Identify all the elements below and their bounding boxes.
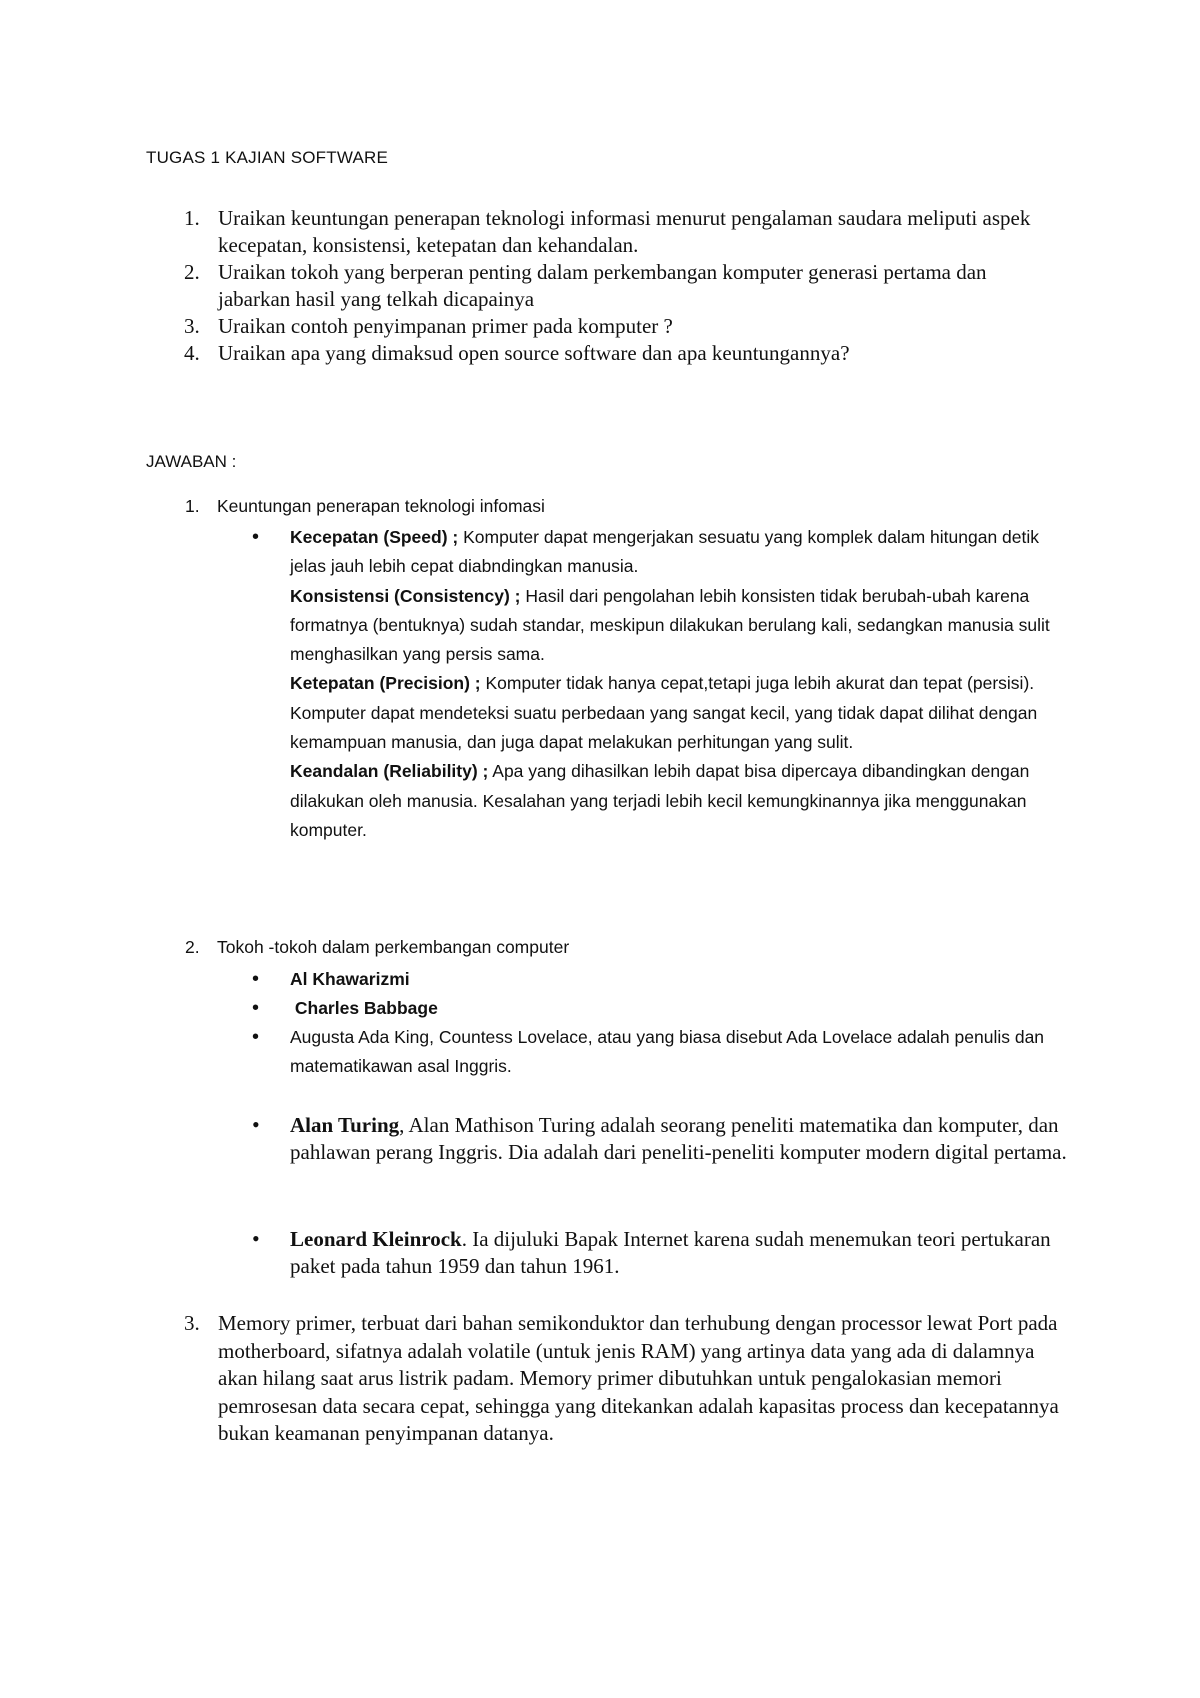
list-item <box>252 1023 1060 1081</box>
question-number: 4. <box>184 341 200 365</box>
question-text: Uraikan apa yang dimaksud open source software dan apa keuntungannya? <box>218 341 850 365</box>
bullet-icon: • <box>252 968 260 990</box>
list-item <box>252 994 1060 1023</box>
term-label: Konsistensi (Consistency) ; <box>290 585 521 606</box>
question-text: Uraikan keuntungan penerapan teknologi informasi menurut pengalaman saudara meliputi aspek kecepatan, konsistensi, ketepatan dan kehandalan. <box>218 206 1031 257</box>
document-title: TUGAS 1 KAJIAN SOFTWARE <box>146 148 389 167</box>
bullet-icon: • <box>252 526 260 548</box>
question-item <box>160 259 1060 313</box>
answer-heading-text: Keuntungan penerapan teknologi infomasi <box>217 496 545 516</box>
question-list <box>160 205 1060 367</box>
person-name: Al Khawarizmi <box>290 969 410 989</box>
question-text: Uraikan contoh penyimpanan primer pada komputer ? <box>218 314 673 338</box>
list-item <box>252 1112 1070 1166</box>
answer-number: 2. <box>185 937 200 957</box>
answer-1-details <box>252 523 1060 845</box>
bullet-icon: • <box>252 1226 260 1251</box>
answer-text: Memory primer, terbuat dari bahan semikonduktor dan terhubung dengan processor lewat Port pada motherboard, sifatnya adalah volatile (untuk jenis RAM) yang artinya data yang ada di dalamnya akan hilang saat arus listrik padam. Memory primer dibutuhkan untuk pengalokasian memori pemrosesan data secara cepat, sehingga yang ditekankan adalah kapasitas process dan kecepatannya bukan keamanan penyimpanan datanya. <box>218 1311 1059 1445</box>
bullet-icon: • <box>252 1026 260 1048</box>
question-item <box>160 205 1060 259</box>
bullet-icon: • <box>252 997 260 1019</box>
person-description: . Ia dijuluki Bapak Internet karena sudah menemukan teori pertukaran paket pada tahun 1959 dan tahun 1961. <box>290 1227 1051 1278</box>
term-label: Kecepatan (Speed) ; <box>290 527 459 547</box>
term-description: Apa yang dihasilkan lebih dapat bisa dipercaya dibandingkan dengan dilakukan oleh manusia. Kesalahan yang terjadi lebih kecil kemungkinannya jika menggunakan komputer. <box>290 761 1030 840</box>
person-description: Augusta Ada King, Countess Lovelace, atau yang biasa disebut Ada Lovelace adalah penulis dan matematikawan asal Inggris. <box>290 1027 1045 1076</box>
question-text: Uraikan tokoh yang berperan penting dalam perkembangan komputer generasi pertama dan jabarkan hasil yang telkah dicapainya <box>218 260 987 311</box>
term-description: Komputer tidak hanya cepat,tetapi juga lebih akurat dan tepat (persisi). Komputer dapat mendeteksi suatu perbedaan yang sangat kecil, yang tidak dapat dilihat dengan kemampuan manusia, dan juga dapat melakukan perhitungan yang sulit. <box>290 673 1038 753</box>
person-name: Leonard Kleinrock <box>290 1227 462 1251</box>
list-item <box>290 757 1060 845</box>
list-item <box>290 582 1060 670</box>
pioneer-detail <box>252 1226 1070 1280</box>
answer-heading-text: Tokoh -tokoh dalam perkembangan computer <box>217 937 570 957</box>
answer-3 <box>160 1310 1080 1448</box>
answers-heading: JAWABAN : <box>146 452 237 471</box>
answer-1-heading <box>185 496 545 517</box>
list-item <box>252 523 1060 582</box>
term-label: Ketepatan (Precision) ; <box>290 673 481 694</box>
answer-number: 1. <box>185 496 200 516</box>
pioneer-detail <box>252 1112 1070 1166</box>
person-name: Alan Turing <box>290 1113 400 1137</box>
bullet-icon: • <box>252 1112 260 1137</box>
list-item <box>290 669 1060 757</box>
term-label: Keandalan (Reliability) ; <box>290 761 489 782</box>
pioneer-list <box>252 965 1060 1081</box>
answer-2-heading <box>185 937 569 958</box>
answer-number: 3. <box>184 1311 200 1335</box>
term-description: Komputer dapat mengerjakan sesuatu yang komplek dalam hitungan detik jelas jauh lebih cepat diabndingkan manusia. <box>290 527 1040 577</box>
person-description: , Alan Mathison Turing adalah seorang peneliti matematika dan komputer, dan pahlawan perang Inggris. Dia adalah dari peneliti-peneliti komputer modern digital pertama. <box>290 1113 1067 1164</box>
question-item <box>160 313 1060 340</box>
person-name: Charles Babbage <box>290 998 438 1018</box>
list-item <box>252 1226 1070 1280</box>
question-item <box>160 340 1060 367</box>
question-number: 2. <box>184 260 200 284</box>
question-number: 3. <box>184 314 200 338</box>
term-description: Hasil dari pengolahan lebih konsisten tidak berubah-ubah karena formatnya (bentuknya) sudah standar, meskipun dilakukan berulang kali, sedangkan manusia sulit menghasilkan yang persis sama. <box>290 585 1050 665</box>
list-item <box>252 965 1060 994</box>
question-number: 1. <box>184 206 200 230</box>
